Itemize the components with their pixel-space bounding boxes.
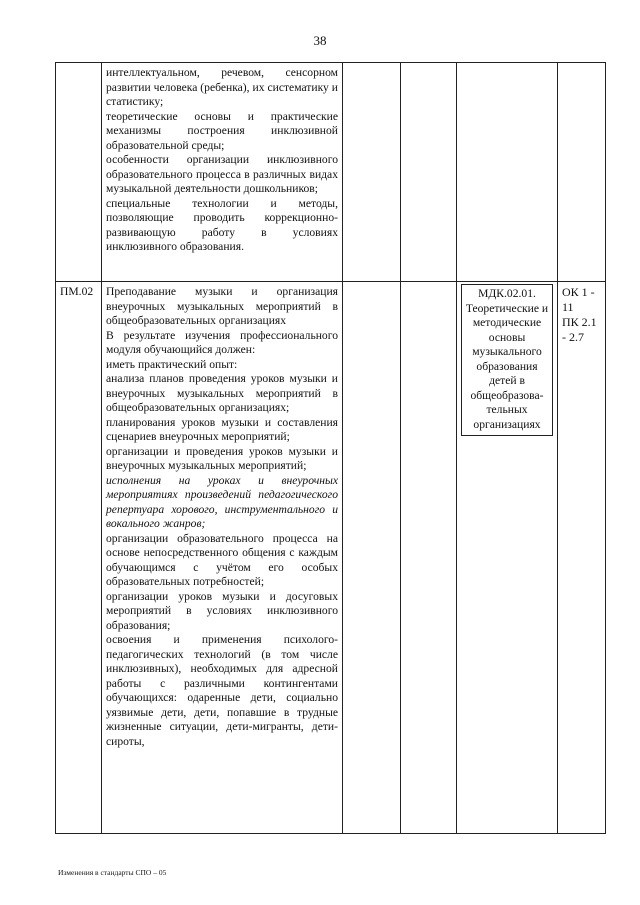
competency-line: ОК 1 - [562,285,595,299]
description-line: особенности организации инклюзивного образовательного процесса в различных видах музыкальной деятельности дошкольников; [106,153,338,195]
description-line: организации и проведения уроков музыки и внеурочных музыкальных мероприятий; [106,444,338,472]
mdk-cell [457,282,558,834]
mdk-line: основы [488,330,526,344]
empty-cell [401,282,457,834]
competency-line: 11 [562,300,574,314]
module-code-cell [56,63,102,282]
competency-line: ПК 2.1 [562,315,597,329]
mdk-line: детей в [489,374,525,387]
description-line: иметь практический опыт: [106,357,238,371]
description-line: организации образовательного процесса на основе непосредственного общения с каждым обучающимся с учётом его особых образовательных потребностей; [106,531,338,588]
description-line: освоения и применения психолого-педагогических технологий (в том числе инклюзивных), необходимых для адресной работы с различными контингентами обучающихся: одаренные дети, социально уязвимые дети, дети, попавшие в трудные жизненные ситуации, дети-мигранты, дети-сироты, [106,633,338,748]
curriculum-table [55,62,606,834]
mdk-line: тельных [486,403,528,416]
description-line: организации уроков музыки и досуговых мероприятий в условиях инклюзивного образования; [106,589,338,632]
mdk-line: Теоретические и [465,301,549,315]
description-line: интеллектуальном, речевом, сенсорном развитии человека (ребенка), их систематику и статистику; [106,66,338,108]
mdk-line: образования [476,359,538,373]
description-line: специальные технологии и методы, позволяющие проводить коррекционно-развивающую работу в условиях инклюзивного образования. [106,196,338,253]
mdk-title-box [461,284,553,436]
description-line: теоретические основы и практические механизмы построения инклюзивной образовательной среды; [106,109,338,152]
description-line: В результате изучения профессионального модуля обучающийся должен: [106,328,338,356]
table-row [56,63,606,282]
description-line: анализа планов проведения уроков музыки и внеурочных музыкальных мероприятий в общеобразовательных организациях; [106,372,338,414]
module-code-cell: ПМ.02 [56,282,102,834]
page-number: 38 [313,33,327,48]
description-cell [102,282,343,834]
table-row [56,282,606,834]
description-line: Преподавание музыки и организация внеурочных музыкальных мероприятий в общеобразовательных организациях [106,285,338,327]
empty-cell [558,63,606,282]
competencies-cell [558,282,606,834]
mdk-line: организациях [473,417,541,431]
description-cell [102,63,343,282]
mdk-line: методические [472,316,542,329]
empty-cell [457,63,558,282]
empty-cell [343,63,401,282]
description-line: планирования уроков музыки и составления сценариев внеурочных мероприятий; [106,415,338,443]
competency-line: - 2.7 [562,330,584,344]
footer-note: Изменения в стандарты СПО – 05 [58,868,167,877]
description-line: исполнения на уроках и внеурочных мероприятиях произведений педагогического репертуара хорового, инструментального и вокального жанров; [106,473,338,530]
empty-cell [343,282,401,834]
empty-cell [401,63,457,282]
mdk-line: МДК.02.01. [478,287,536,300]
mdk-line: музыкального [472,345,542,358]
mdk-line: общеобразова- [470,388,544,402]
